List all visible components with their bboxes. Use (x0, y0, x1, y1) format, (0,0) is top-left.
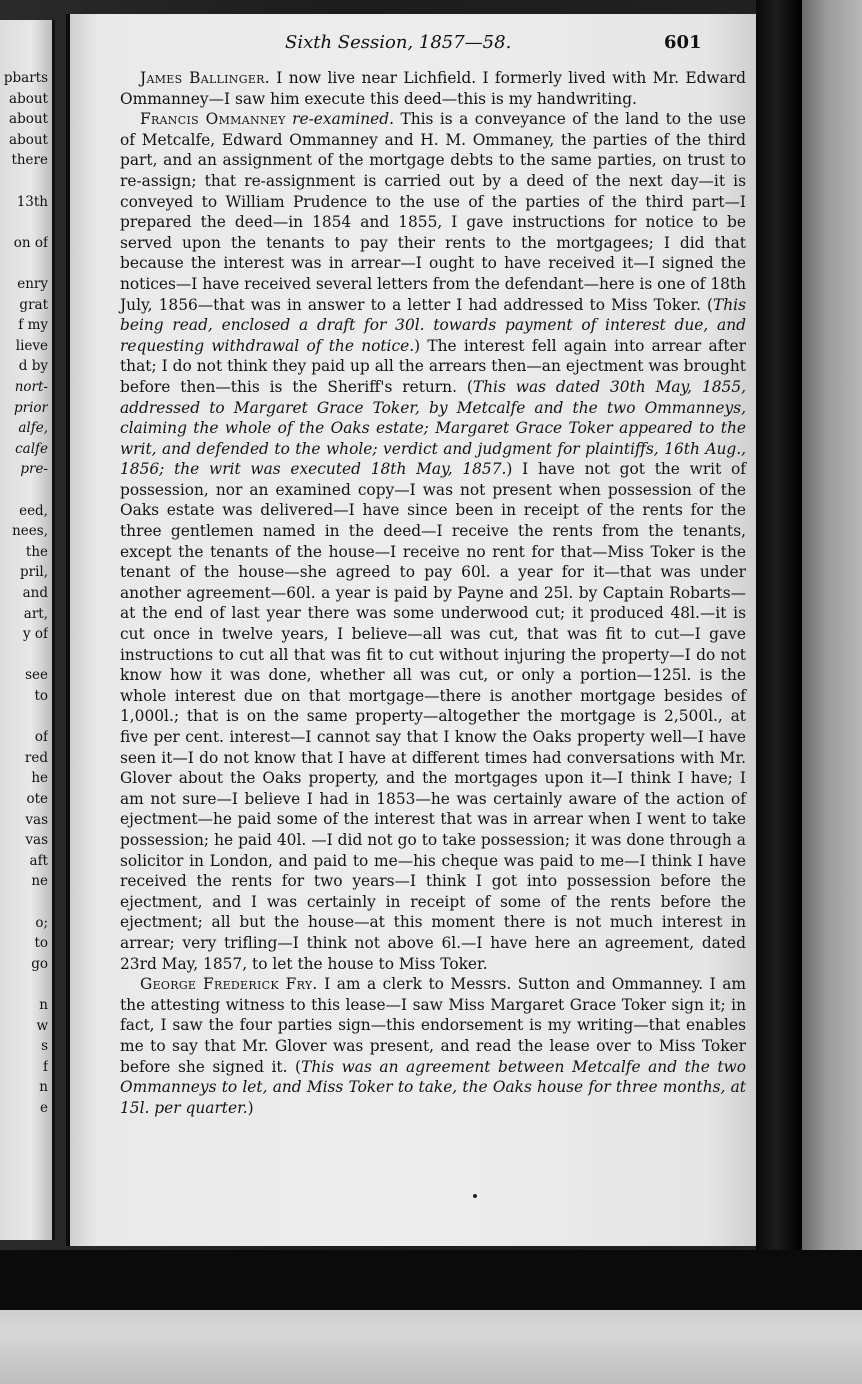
facing-page-fragment: pbarts (3, 70, 48, 86)
facing-page-fragment: go (31, 955, 48, 972)
facing-page-fragment: s (41, 1038, 48, 1055)
facing-page-fragment: n (39, 997, 48, 1013)
book-page (66, 14, 760, 1246)
next-page-edge (0, 1310, 862, 1384)
testimony-paragraph (120, 974, 746, 1118)
facing-page-fragment: lieve (15, 337, 48, 354)
witness-name: James Ballinger. (140, 69, 270, 87)
court-note: This was an agreement between Metcalfe and the two Ommanneys to let, and Miss Toker to take, the Oaks house for three months, at 15l. per quarter. (120, 1057, 746, 1117)
facing-page-fragment: o; (35, 914, 48, 931)
testimony-text: ) (247, 1098, 254, 1117)
facing-page-fragment: w (36, 1017, 48, 1034)
testimony-text: I now live near Lichfield. I formerly lived with Mr. Edward Ommanney—I saw him execute this deed—this is my handwriting. (120, 69, 746, 108)
facing-page-fragment: f (43, 1058, 48, 1075)
facing-page-fragment: n (39, 1079, 48, 1096)
facing-page-fragment: about (9, 131, 48, 148)
facing-page-fragment: there (11, 152, 48, 169)
facing-page-fragment: see (25, 667, 48, 684)
book-binding (756, 0, 802, 1250)
facing-page-fragment: the (25, 543, 48, 560)
facing-page-fragment: y of (22, 626, 48, 643)
witness-name: George Frederick Fry. (140, 975, 318, 994)
facing-page-fragment: ote (26, 791, 48, 807)
facing-page-fragment: pril, (19, 564, 48, 581)
facing-page-fragment: e (40, 1100, 48, 1116)
facing-page-fragment: about (9, 90, 48, 107)
facing-page-fragment: f my (18, 317, 48, 334)
facing-page-fragment: nort- (14, 379, 48, 395)
facing-page-fragment: vas (25, 832, 48, 849)
facing-page-fragment: red (24, 749, 48, 766)
facing-page-fragment: prior (14, 399, 48, 416)
facing-page-fragment: pre- (20, 461, 48, 478)
page-body (120, 68, 746, 1118)
witness-name: Francis Ommanney (140, 110, 286, 129)
facing-page-fragment: art, (23, 605, 48, 622)
facing-page-fragment: alfe, (18, 420, 48, 437)
facing-page-fragment: eed, (19, 502, 48, 519)
testimony-text: ) The interest fell again into arrear after that; I do not think they paid up all the arrears then—an ejectment was brought before then—this is the Sheriff's return. ( (120, 336, 746, 396)
court-note: This was dated 30th May, 1855, addressed to Margaret Grace Toker, by Metcalfe and the two Ommanneys, claiming the whole of the Oaks estate; Margaret Grace Toker appeared to the writ, and defended to the whole; verdict and judgment for plaintiffs, 16th Aug., 1856; the writ was executed 18th May, 1857. (120, 377, 747, 479)
testimony-paragraph (120, 68, 746, 109)
facing-page-fragment: aft (29, 852, 48, 869)
facing-page-fragment: 13th (16, 193, 48, 210)
facing-page-fragment: vas (25, 811, 48, 828)
facing-page-fragment: and (22, 585, 48, 601)
facing-page-fragment: he (31, 770, 48, 787)
court-note: This being read, enclosed a draft for 30l. towards payment of interest due, and requesting withdrawal of the notice. (120, 295, 746, 355)
testimony-text: I am a clerk to Messrs. Sutton and Ommanney. I am the attesting witness to this lease—I saw Miss Margaret Grace Toker sign it; in fact, I saw the four parties sign—this endorsement is my writing—that enables me to say that Mr. Glover was present, and read the lease over to Miss Toker before she signed it. ( (120, 975, 746, 1076)
page-shadow-bottom (0, 1250, 862, 1310)
scan-edge-right (802, 0, 862, 1384)
facing-page-fragment: ne (31, 873, 48, 890)
facing-page-fragment: grat (19, 296, 48, 313)
facing-page-fragment: d by (18, 358, 48, 375)
facing-page-fragment: enry (17, 276, 48, 292)
facing-page-fragment: of (34, 729, 48, 746)
facing-page-fragment: calfe (15, 440, 48, 457)
testimony-text: ) I have not got the writ of possession, nor an examined copy—I was not present when possession of the Oaks estate was delivered—I have since been in receipt of the rents for the three gentlemen named in the deed—I receive the rents from the tenants, except the tenants of the house—I receive no rent for that—Miss Toker is the tenant of the house—she agreed to pay 60l. a year for it—that was under another agreement—60l. a year is paid by Payne and 25l. by Captain Robarts—at the end of last year there was some underwood cut; it produced 48l.—it is cut once in twelve years, I believe—all was cut, that was fit to cut—I gave instructions to cut all that was fit to cut without injuring the property—I do not know how it was done, whether all was cut, or only a portion—125l. is the whole interest due on that mortgage—there is another mortgage besides of 1,000l.; that is on the same property—altogether the mortgage is 2,500l., at five per cent. interest—I cannot say that I know the Oaks property well—I have seen it—I do not know that I have at different times had conversations with Mr. Glover about the Oaks property, and the mortgages upon it—I think I have; I am not sure—I believe I had in 1853—he was certainly aware of the action of ejectment—he paid some of the interest that was in arrear when I went to take possession; he paid 40l. —I did not go to take possession; it was done through a solicitor in London, and paid to me—his cheque was paid to me—I think I have received the rents for two years—I think I got into possession before the ejectment, and I was certainly in receipt of some of the rents before the ejectment; all but the house—at this moment there is not much interest in arrear; very trifling—I think not above 6l.—I have here an agreement, dated 23rd May, 1857, to let the house to Miss Toker. (120, 460, 746, 973)
facing-page-fragment: about (9, 111, 48, 128)
facing-page-fragment: to (34, 935, 48, 952)
facing-page-fragment: nees, (12, 523, 48, 540)
page-number: 601 (664, 32, 702, 53)
page-header (70, 32, 760, 60)
facing-page-left (0, 20, 55, 1240)
testimony-text: This is a conveyance of the land to the use of Metcalfe, Edward Ommanney and H. M. Ommaney, the parties of the third part, and an assignment of the mortgage debts to the same parties, on trust to re-assign; that re-assignment is carried out by a deed of the next day—it is conveyed to William Prudence to the use of the parties of the third part—I prepared the deed—in 1854 and 1855, I gave instructions for notice to be served upon the tenants to pay their rents to the mortgagees; I did that because the interest was in arrear—I ought to have received it—I signed the notices—I have received several letters from the defendant—here is one of 18th July, 1856—that was in answer to a letter I had addressed to Miss Toker. ( (120, 110, 746, 314)
testimony-paragraph (120, 109, 746, 974)
facing-page-fragment: to (34, 688, 48, 704)
facing-page-fragment: on of (13, 234, 48, 251)
running-head: Sixth Session, 1857—58. (285, 32, 512, 53)
witness-status: re-examined. (285, 110, 395, 129)
ink-dot (473, 1194, 477, 1198)
